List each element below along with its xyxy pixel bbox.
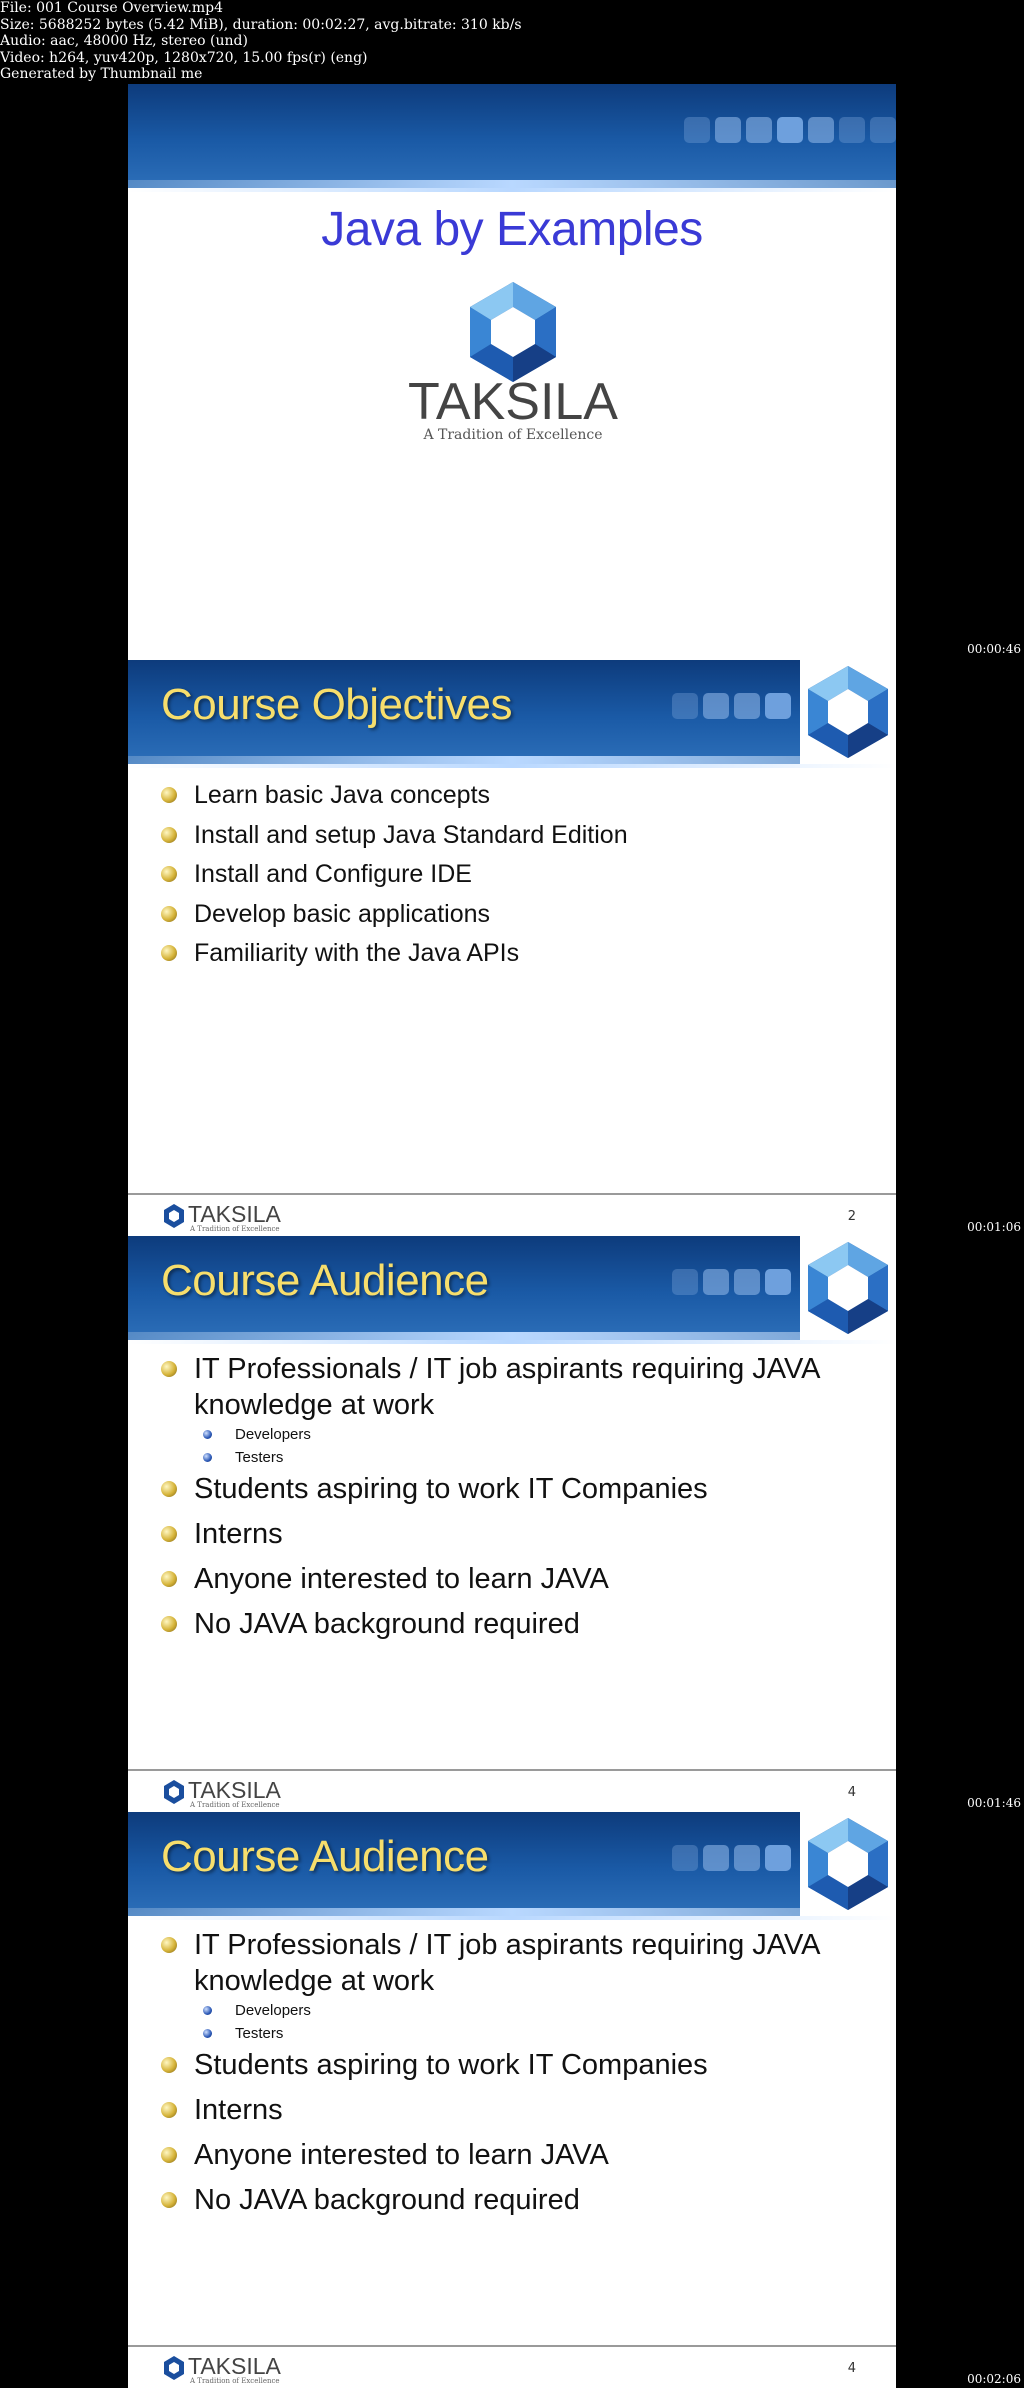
page-number: 2 — [847, 1209, 856, 1224]
cube-logo-icon — [800, 1236, 896, 1340]
list-item — [161, 1516, 866, 1552]
sub-bullet-text: Developers — [235, 1426, 311, 1443]
meta-line: Audio: aac, 48000 Hz, stereo (und) — [0, 33, 248, 49]
thumbnail-frame-4 — [128, 1812, 896, 2388]
footer-logo-tagline: A Tradition of Excellence — [190, 1225, 280, 1233]
slide-title: Java by Examples — [321, 203, 703, 256]
bullet-text: Install and setup Java Standard Edition — [194, 820, 628, 849]
bullet-icon — [161, 866, 177, 882]
list-item — [161, 1351, 866, 1469]
slide-title: Course Audience — [161, 1256, 489, 1305]
list-item — [161, 1927, 866, 2045]
timestamp: 00:01:46 — [967, 1796, 1021, 1810]
bullet-icon — [161, 1937, 177, 1953]
list-item — [161, 855, 866, 895]
footer-divider — [128, 1769, 896, 1771]
list-item — [161, 1561, 866, 1597]
logo-name: TAKSILA — [407, 373, 619, 431]
header-decoration — [667, 1269, 791, 1295]
cube-logo-icon — [800, 660, 896, 764]
list-item — [161, 1606, 866, 1642]
footer-logo-tagline: A Tradition of Excellence — [190, 2377, 280, 2385]
bullet-text: IT Professionals / IT job aspirants requiring JAVA knowledge at work — [194, 1929, 819, 1997]
thumbnail-frame-2 — [128, 660, 896, 1236]
sub-bullet-text: Testers — [235, 2025, 284, 2042]
footer-divider — [128, 1193, 896, 1195]
bullet-icon — [161, 2147, 177, 2163]
list-item — [161, 2137, 866, 2173]
footer-divider — [128, 2345, 896, 2347]
sub-list-item — [203, 1446, 866, 1469]
bullet-icon — [161, 906, 177, 922]
footer-logo — [162, 1777, 312, 1809]
header-shine — [128, 180, 896, 192]
bullet-icon — [161, 945, 177, 961]
footer-logo-name: TAKSILA — [188, 2353, 281, 2379]
sub-bullet-list — [161, 1999, 866, 2045]
meta-line: Video: h264, yuv420p, 1280x720, 15.00 fps(r) (eng) — [0, 49, 368, 66]
sub-list-item — [203, 1423, 866, 1446]
bullet-icon — [161, 1481, 177, 1497]
bullet-list — [161, 1927, 866, 2218]
footer-logo-name: TAKSILA — [188, 1201, 281, 1227]
taksila-logo — [383, 277, 643, 456]
bullet-icon — [161, 1361, 177, 1377]
bullet-text: Interns — [194, 2094, 283, 2126]
bullet-text: Interns — [194, 1518, 283, 1550]
header-decoration — [679, 117, 896, 143]
slide-title: Course Audience — [161, 1832, 489, 1881]
cube-logo-icon — [800, 1812, 896, 1916]
bullet-text: Install and Configure IDE — [194, 860, 472, 888]
sub-list-item — [203, 2022, 866, 2045]
thumbnail-frame-1 — [128, 84, 896, 660]
bullet-text: Develop basic applications — [194, 899, 491, 928]
sub-bullet-icon — [203, 2006, 212, 2015]
footer-logo — [162, 2353, 312, 2385]
thumbnail-frame-3 — [128, 1236, 896, 1812]
bullet-icon — [161, 2192, 177, 2208]
bullet-icon — [161, 2102, 177, 2118]
slide-title: Course Objectives — [161, 680, 512, 729]
meta-line: Size: 5688252 bytes (5.42 MiB), duration: 00:02:27, avg.bitrate: 310 kb/s — [0, 16, 522, 33]
list-item — [161, 895, 866, 935]
bullet-icon — [161, 787, 177, 803]
header-shine — [128, 756, 896, 768]
bullet-icon — [161, 1526, 177, 1542]
sub-bullet-text: Testers — [235, 1449, 284, 1466]
sub-bullet-list — [161, 1423, 866, 1469]
list-item — [161, 2182, 866, 2218]
header-decoration — [667, 693, 791, 719]
list-item — [161, 776, 866, 816]
page-number: 4 — [847, 2361, 856, 2376]
bullet-list — [161, 776, 866, 974]
bullet-text: Learn basic Java concepts — [194, 781, 491, 809]
logo-tagline: A Tradition of Excellence — [423, 427, 603, 443]
list-item — [161, 2047, 866, 2083]
bullet-text: No JAVA background required — [194, 2184, 580, 2216]
timestamp: 00:00:46 — [967, 642, 1021, 656]
sub-list-item — [203, 1999, 866, 2022]
sub-bullet-text: Developers — [235, 2002, 311, 2019]
bullet-text: Anyone interested to learn JAVA — [194, 2139, 609, 2171]
sub-bullet-icon — [203, 2029, 212, 2038]
timestamp: 00:02:06 — [967, 2372, 1021, 2386]
bullet-text: Students aspiring to work IT Companies — [194, 1473, 708, 1505]
bullet-icon — [161, 1616, 177, 1632]
timestamp: 00:01:06 — [967, 1220, 1021, 1234]
bullet-icon — [161, 1571, 177, 1587]
sub-bullet-icon — [203, 1453, 212, 1462]
meta-line: File: 001 Course Overview.mp4 — [0, 0, 224, 16]
meta-line: Generated by Thumbnail me — [0, 66, 203, 82]
bullet-icon — [161, 2057, 177, 2073]
list-item — [161, 816, 866, 856]
list-item — [161, 934, 866, 974]
page-number: 4 — [847, 1785, 856, 1800]
footer-logo-name: TAKSILA — [188, 1777, 281, 1803]
footer-logo-tagline: A Tradition of Excellence — [190, 1801, 280, 1809]
header-decoration — [667, 1845, 791, 1871]
sub-bullet-icon — [203, 1430, 212, 1439]
bullet-list — [161, 1351, 866, 1642]
list-item — [161, 1471, 866, 1507]
footer-logo — [162, 1201, 312, 1233]
bullet-text: Students aspiring to work IT Companies — [194, 2049, 708, 2081]
header-shine — [128, 1332, 896, 1344]
bullet-text: Anyone interested to learn JAVA — [194, 1563, 609, 1595]
bullet-text: No JAVA background required — [194, 1608, 580, 1640]
bullet-text: IT Professionals / IT job aspirants requiring JAVA knowledge at work — [194, 1353, 819, 1421]
header-shine — [128, 1908, 896, 1920]
bullet-icon — [161, 827, 177, 843]
list-item — [161, 2092, 866, 2128]
video-metadata — [0, 0, 522, 83]
bullet-text: Familiarity with the Java APIs — [194, 939, 520, 967]
